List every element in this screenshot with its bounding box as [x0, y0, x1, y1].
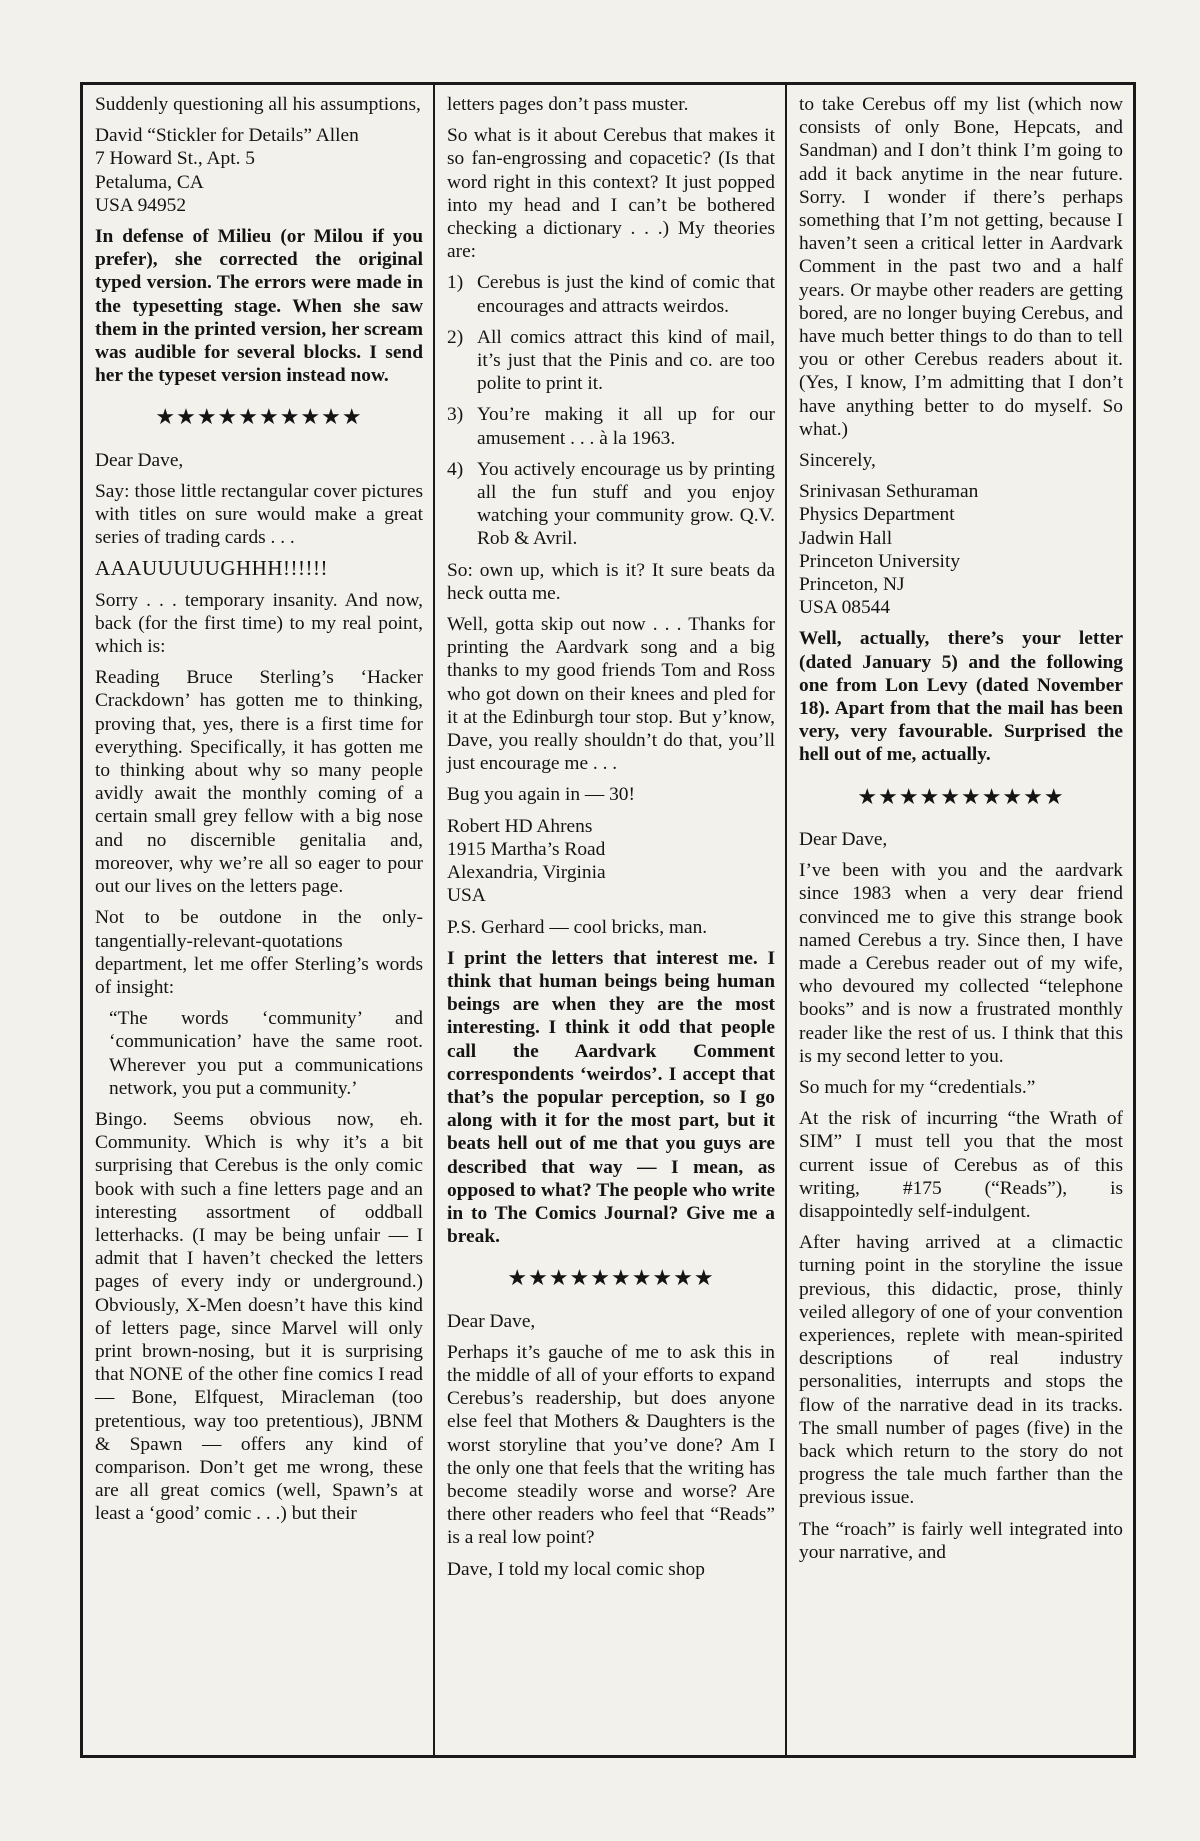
paragraph: I’ve been with you and the aardvark since 1983 when a very dear friend convinced me to give this strange book named Cerebus a try. Since then, I have made a Cerebus reader out of my wife, who devoured my collected “telephone books” and is now a frustrated monthly reader like the rest of us. I think that this is my second letter to you.: [799, 860, 1123, 1067]
address-line: 1915 Martha’s Road: [447, 838, 606, 860]
address-line: USA 08544: [799, 597, 891, 619]
paragraph: Bingo. Seems obvious now, eh. Community. Which is why it’s a bit surprising that Cerebus is the only comic book with such a fine letters page and an interesting assortment of oddball letterhacks. (I may be being unfair — I admit that I haven’t checked the letters pages of every indy or underground.) Obviously, X-Men doesn’t have this kind of letters page, since Marvel will only print brown-nosing, but it is surprising that NONE of the other fine comics I read — Bone, Elfquest, Miracleman (too pretentious, way too pretentious), JBNM & Spawn — offers any kind of comparison. Don’t get me wrong, these are all great comics (well, Spawn’s at least a ‘good’ comic . . .) but their: [95, 1108, 423, 1525]
paragraph: to take Cerebus off my list (which now consists of only Bone, Hepcats, and Sandman) and I don’t think I’m going to add it back anytime in the near future. Sorry. I wonder if there’s perhaps something that I’m not getting, because I haven’t seen a critical letter in Aardvark Comment in the past two and a half years. Or maybe other readers are getting bored, are no longer buying Cerebus, and have much better things to do than to tell you or other Cerebus readers about it. (Yes, I know, I’m admitting that I don’t have anything better to do myself. So what.): [799, 94, 1123, 440]
address-line: Princeton, NJ: [799, 574, 905, 596]
address-line: USA: [447, 885, 486, 907]
letters-page: [80, 82, 1136, 1758]
sign-off: Sincerely,: [799, 450, 876, 472]
quotation: “The words ‘community’ and ‘communication’ have the same root. Wherever you put a communications network, you put a community.’: [109, 1008, 423, 1099]
paragraph: So: own up, which is it? It sure beats da heck outta me.: [447, 559, 775, 604]
editor-reply: Well, actually, there’s your letter (dated January 5) and the following one from Lon Levy (dated November 18). Apart from that the mail has been very, very favourable. Surprised the hell out of me, actually.: [799, 628, 1123, 766]
address-block: [95, 124, 423, 217]
address-line: David “Stickler for Details” Allen: [95, 125, 359, 147]
list-number: 3): [447, 404, 464, 426]
paragraph: Perhaps it’s gauche of me to ask this in the middle of all of your efforts to expand Cerebus’s readership, but does anyone else feel that Mothers & Daughters is the worst storyline that you’ve done? Am I the only one that feels that the writing has become steadily worse and worse? Are there other readers who feel that “Reads” is a real low point?: [447, 1341, 775, 1549]
theories-list: [447, 271, 775, 550]
address-line: 7 Howard St., Apt. 5: [95, 148, 255, 170]
paragraph: The “roach” is fairly well integrated into your narrative, and: [799, 1518, 1123, 1563]
star-divider: ★★★★★★★★★★: [507, 1265, 715, 1291]
star-divider: ★★★★★★★★★★: [857, 783, 1065, 809]
list-item: [447, 271, 775, 317]
paragraph: Bug you again in — 30!: [447, 784, 635, 806]
address-line: USA 94952: [95, 194, 187, 216]
list-text: All comics attract this kind of mail, it’s just that the Pinis and co. are too polite to print it.: [477, 326, 775, 395]
star-divider: ★★★★★★★★★★: [155, 404, 363, 430]
list-item: [447, 403, 775, 449]
paragraph: Say: those little rectangular cover pictures with titles on sure would make a great series of trading cards . . .: [95, 480, 423, 549]
postscript: P.S. Gerhard — cool bricks, man.: [447, 916, 708, 938]
paragraph: Sorry . . . temporary insanity. And now, back (for the first time) to my real point, which is:: [95, 589, 423, 658]
paragraph: Reading Bruce Sterling’s ‘Hacker Crackdown’ has gotten me to thinking, proving that, yes, there is a first time for everything. Specifically, it has gotten me to thinking about why so many people avidly await the monthly coming of a certain small grey fellow with a big nose and no discernible genitalia and, moreover, why we’re all so eager to pour out our lives on the letters page.: [95, 667, 423, 898]
address-line: Physics Department: [799, 504, 955, 526]
sign-off: Suddenly questioning all his assumptions,: [95, 94, 421, 115]
salutation: Dear Dave,: [447, 1310, 536, 1332]
list-number: 1): [447, 272, 464, 294]
list-number: 2): [447, 326, 464, 348]
paragraph: After having arrived at a climactic turning point in the storyline the issue previous, this didactic, prose, thinly veiled allegory of one of your convention experiences, replete with mean-spirited descriptions of real industry personalities, interrupts and stops the flow of the narrative dead in its tracks. The small number of pages (five) in the back which return to the story do not progress the tale much farther than the previous issue.: [799, 1232, 1123, 1509]
address-line: Srinivasan Sethuraman: [799, 481, 979, 503]
list-text: Cerebus is just the kind of comic that encourages and attracts weirdos.: [477, 272, 775, 317]
list-item: [447, 326, 775, 396]
paragraph: Not to be outdone in the only-tangentially-relevant-quotations department, let me offer Sterling’s words of insight:: [95, 907, 423, 998]
list-item: [447, 458, 775, 551]
editor-reply: I print the letters that interest me. I think that human beings being human beings are when they are the most interesting. I think it odd that people call the Aardvark Comment correspondents ‘weirdos’. I accept that that’s the popular perception, so I go along with it for the most part, but it beats hell out of me that you guys are described that way — I mean, as opposed to what? The people who write in to The Comics Journal? Give me a break.: [447, 947, 775, 1248]
column-2: [435, 85, 787, 1755]
paragraph: Dave, I told my local comic shop: [447, 1558, 705, 1580]
paragraph: So what is it about Cerebus that makes it so fan-engrossing and copacetic? (Is that word right in this context? It just popped into my head and I can’t be bothered checking a dictionary . . .) My theories are:: [447, 125, 775, 263]
paragraph: At the risk of incurring “the Wrath of SIM” I must tell you that the most current issue of Cerebus as of this writing, #175 (“Reads”), is disappointedly self-indulgent.: [799, 1108, 1123, 1222]
list-text: You actively encourage us by printing all the fun stuff and you enjoy watching your community grow. Q.V. Rob & Avril.: [477, 458, 775, 550]
paragraph: Well, gotta skip out now . . . Thanks for printing the Aardvark song and a big thanks to my good friends Tom and Ross who got down on their knees and pled for it at the Edinburgh tour stop. But y’know, Dave, you really shouldn’t do that, you’ll just encourage me . . .: [447, 614, 775, 775]
paragraph: AAAUUUUUGHHH!!!!!!: [95, 556, 328, 581]
column-3: [787, 85, 1133, 1755]
column-1: [83, 85, 435, 1755]
address-line: Robert HD Ahrens: [447, 815, 593, 837]
salutation: Dear Dave,: [799, 828, 888, 850]
address-line: Petaluma, CA: [95, 171, 204, 193]
address-line: Alexandria, Virginia: [447, 862, 606, 884]
paragraph: letters pages don’t pass muster.: [447, 94, 689, 115]
address-line: Princeton University: [799, 550, 961, 572]
list-number: 4): [447, 458, 464, 480]
paragraph: So much for my “credentials.”: [799, 1076, 1036, 1098]
address-block: [447, 815, 775, 908]
address-block: [799, 480, 1123, 619]
salutation: Dear Dave,: [95, 449, 184, 471]
address-line: Jadwin Hall: [799, 527, 893, 549]
list-text: You’re making it all up for our amusement . . . à la 1963.: [477, 404, 775, 449]
editor-reply: In defense of Milieu (or Milou if you prefer), she corrected the original typed version. The errors were made in the typesetting stage. When she saw them in the printed version, her scream was audible for several blocks. I send her the typeset version instead now.: [95, 226, 423, 387]
